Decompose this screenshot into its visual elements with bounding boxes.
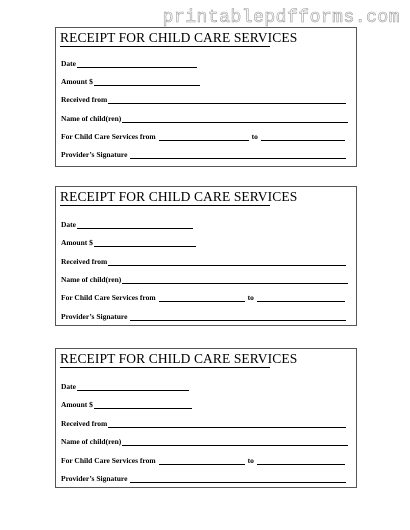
to-label: to [247, 456, 254, 465]
services-period-field[interactable] [61, 132, 345, 141]
services-period-field[interactable] [61, 293, 345, 302]
children-field[interactable] [61, 114, 348, 123]
receipt-title: RECEIPT FOR CHILD CARE SERVICES [60, 189, 298, 204]
title-underline [60, 46, 270, 47]
signature-field[interactable] [61, 150, 346, 159]
children-input-line[interactable] [122, 115, 348, 123]
signature-label: Provider’s Signature [61, 150, 128, 159]
date-label: Date [61, 59, 76, 68]
amount-input-line[interactable] [94, 78, 200, 86]
received-from-input-line[interactable] [108, 420, 346, 428]
children-label: Name of child(ren) [61, 437, 122, 446]
services-to-input-line[interactable] [261, 133, 345, 141]
date-input-line[interactable] [77, 60, 197, 68]
amount-input-line[interactable] [94, 239, 196, 247]
services-to-input-line[interactable] [257, 294, 345, 302]
date-field[interactable] [61, 59, 197, 68]
received-from-input-line[interactable] [108, 96, 346, 104]
children-input-line[interactable] [122, 276, 348, 284]
amount-input-line[interactable] [94, 401, 192, 409]
amount-field[interactable] [61, 77, 200, 86]
amount-label: Amount $ [61, 77, 93, 86]
date-input-line[interactable] [77, 383, 189, 391]
services-from-label: For Child Care Services from [61, 456, 156, 465]
date-label: Date [61, 220, 76, 229]
to-label: to [247, 293, 254, 302]
services-from-label: For Child Care Services from [61, 293, 156, 302]
services-to-input-line[interactable] [257, 457, 345, 465]
signature-input-line[interactable] [130, 313, 346, 321]
signature-field[interactable] [61, 312, 346, 321]
services-from-input-line[interactable] [159, 457, 245, 465]
receipt-title: RECEIPT FOR CHILD CARE SERVICES [60, 351, 298, 366]
services-period-field[interactable] [61, 456, 345, 465]
receipt-3 [55, 348, 357, 488]
amount-label: Amount $ [61, 238, 93, 247]
children-field[interactable] [61, 275, 348, 284]
date-field[interactable] [61, 382, 189, 391]
received-from-label: Received from [61, 95, 108, 104]
children-field[interactable] [61, 437, 348, 446]
received-from-label: Received from [61, 257, 108, 266]
title-underline [60, 205, 270, 206]
title-underline [60, 367, 270, 368]
receipt-2 [55, 186, 357, 326]
children-input-line[interactable] [122, 438, 348, 446]
signature-label: Provider’s Signature [61, 474, 128, 483]
received-from-field[interactable] [61, 257, 346, 266]
signature-input-line[interactable] [130, 475, 346, 483]
amount-field[interactable] [61, 400, 192, 409]
receipt-1 [55, 27, 357, 167]
amount-label: Amount $ [61, 400, 93, 409]
children-label: Name of child(ren) [61, 114, 122, 123]
signature-field[interactable] [61, 474, 346, 483]
received-from-field[interactable] [61, 419, 346, 428]
watermark: printablepdfforms.com [162, 8, 400, 28]
signature-label: Provider’s Signature [61, 312, 128, 321]
received-from-input-line[interactable] [108, 258, 346, 266]
date-label: Date [61, 382, 76, 391]
date-field[interactable] [61, 220, 193, 229]
received-from-label: Received from [61, 419, 108, 428]
children-label: Name of child(ren) [61, 275, 122, 284]
signature-input-line[interactable] [130, 151, 346, 159]
amount-field[interactable] [61, 238, 196, 247]
receipt-title: RECEIPT FOR CHILD CARE SERVICES [60, 30, 298, 45]
services-from-label: For Child Care Services from [61, 132, 156, 141]
services-from-input-line[interactable] [159, 133, 249, 141]
services-from-input-line[interactable] [159, 294, 245, 302]
date-input-line[interactable] [77, 221, 193, 229]
to-label: to [251, 132, 258, 141]
received-from-field[interactable] [61, 95, 346, 104]
